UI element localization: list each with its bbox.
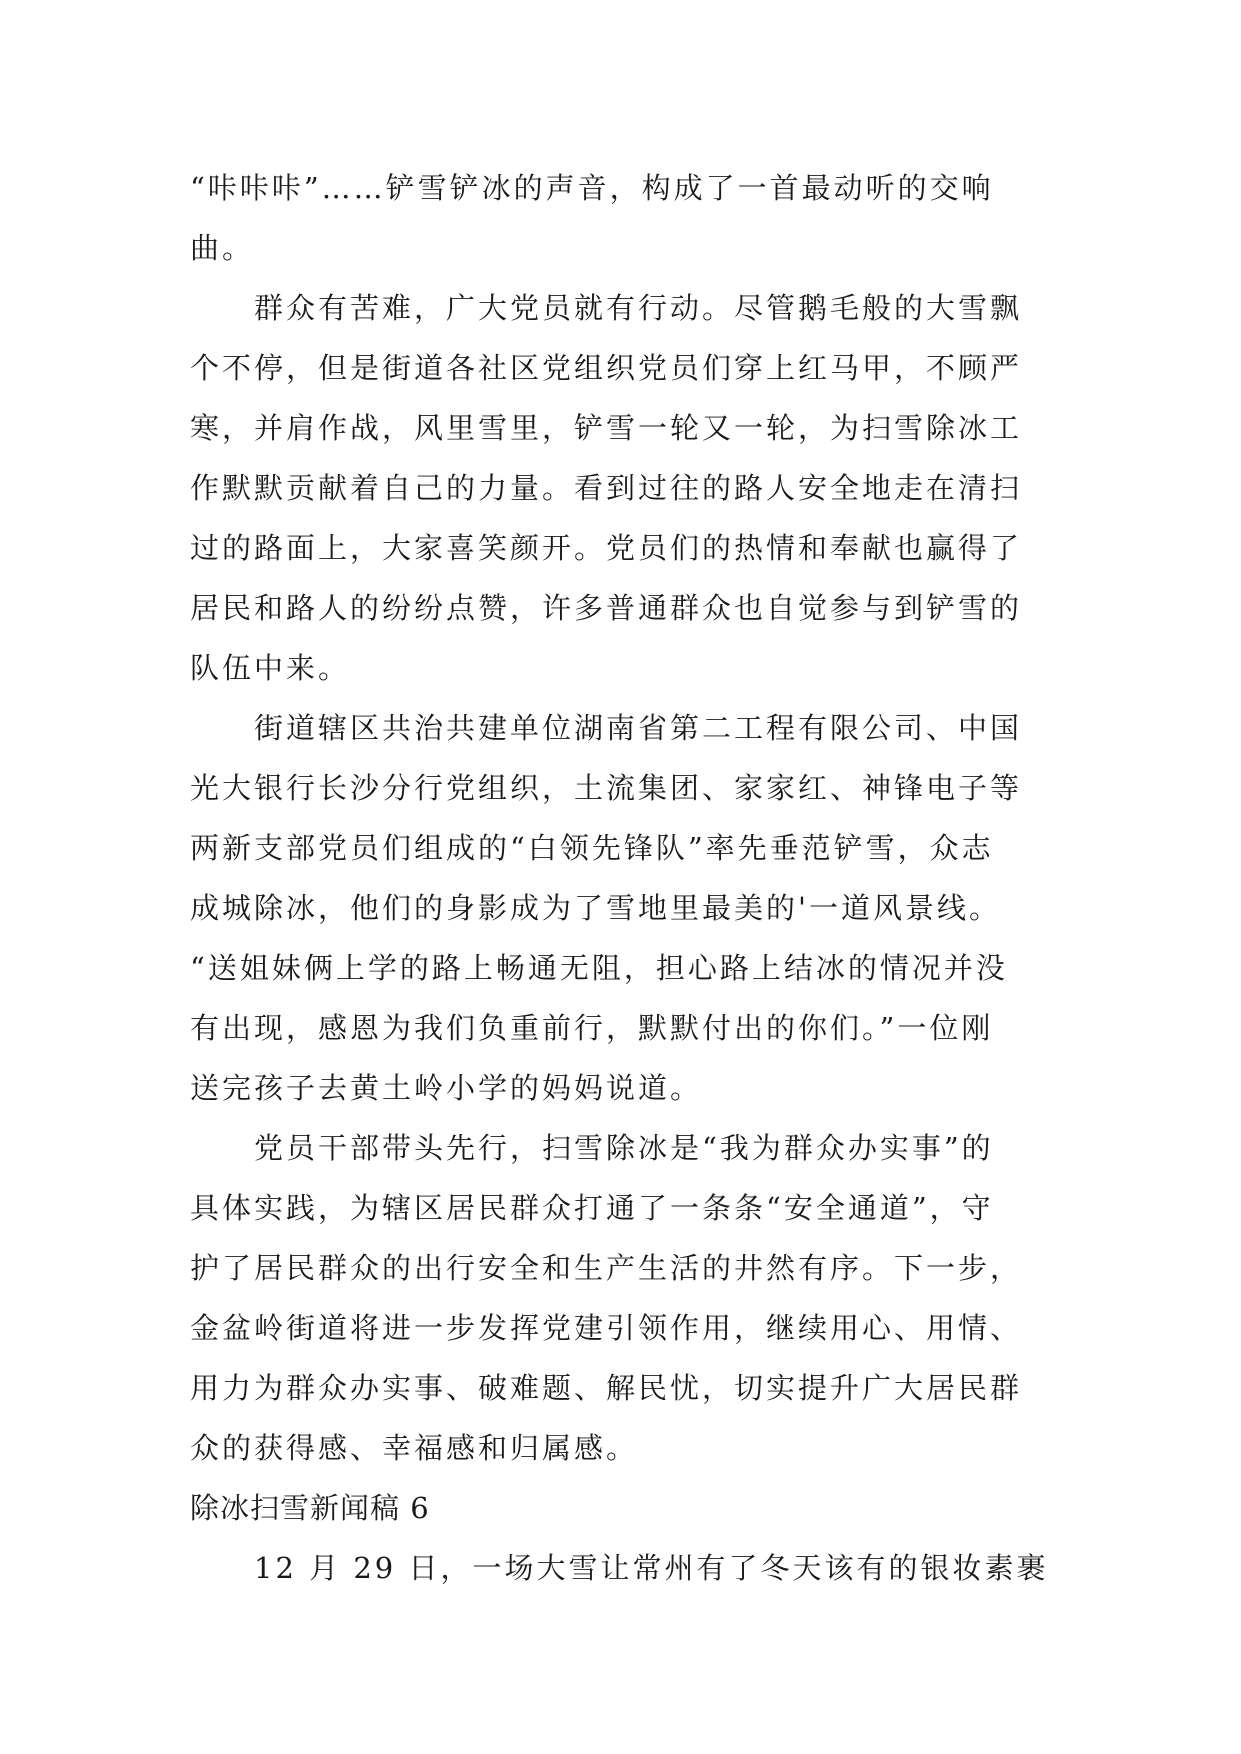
text-line: 过的路面上，大家喜笑颜开。党员们的热情和奉献也赢得了 — [190, 531, 1023, 565]
text-line: 金盆岭街道将进一步发挥党建引领作用，继续用心、用情、 — [190, 1311, 1023, 1345]
paragraph-start-line: 12 月 29 日，一场大雪让常州有了冬天该有的银妆素裹 — [254, 1551, 1049, 1585]
text-line: 个不停，但是街道各社区党组织党员们穿上红马甲，不顾严 — [190, 351, 1023, 385]
document-body — [190, 158, 1060, 1598]
paragraph-start-line: 党员干部带头先行，扫雪除冰是“我为群众办实事”的 — [254, 1131, 994, 1165]
text-line: 具体实践，为辖区居民群众打通了一条条“安全通道”，守 — [190, 1191, 994, 1225]
text-line: “送姐妹俩上学的路上畅通无阻，担心路上结冰的情况并没 — [190, 951, 1008, 985]
text-line: 队伍中来。 — [190, 651, 351, 685]
text-line: 送完孩子去黄土岭小学的妈妈说道。 — [190, 1071, 703, 1105]
text-line: 有出现，感恩为我们负重前行，默默付出的你们。”一位刚 — [190, 1011, 994, 1045]
paragraph-start-line: 街道辖区共治共建单位湖南省第二工程有限公司、中国 — [254, 711, 1023, 745]
text-line: 寒，并肩作战，风里雪里，铲雪一轮又一轮，为扫雪除冰工 — [190, 411, 1023, 445]
text-line: 众的获得感、幸福感和归属感。 — [190, 1431, 639, 1465]
text-line: 曲。 — [190, 231, 255, 265]
text-line: 护了居民群众的出行安全和生产生活的井然有序。下一步， — [190, 1251, 1023, 1285]
text-line: 居民和路人的纷纷点赞，许多普通群众也自觉参与到铲雪的 — [190, 591, 1023, 625]
text-line: “咔咔咔”……铲雪铲冰的声音，构成了一首最动听的交响 — [190, 171, 994, 205]
text-line: 成城除冰，他们的身影成为了雪地里最美的'一道风景线。 — [190, 891, 1001, 925]
text-line: 两新支部党员们组成的“白领先锋队”率先垂范铲雪，众志 — [190, 831, 994, 865]
text-line: 用力为群众办实事、破难题、解民忧，切实提升广大居民群 — [190, 1371, 1023, 1405]
text-line: 光大银行长沙分行党组织，土流集团、家家红、神锋电子等 — [190, 771, 1023, 805]
paragraph-start-line: 群众有苦难，广大党员就有行动。尽管鹅毛般的大雪飘 — [254, 291, 1023, 325]
text-line: 作默默贡献着自己的力量。看到过往的路人安全地走在清扫 — [190, 471, 1023, 505]
section-title: 除冰扫雪新闻稿 6 — [190, 1491, 430, 1525]
